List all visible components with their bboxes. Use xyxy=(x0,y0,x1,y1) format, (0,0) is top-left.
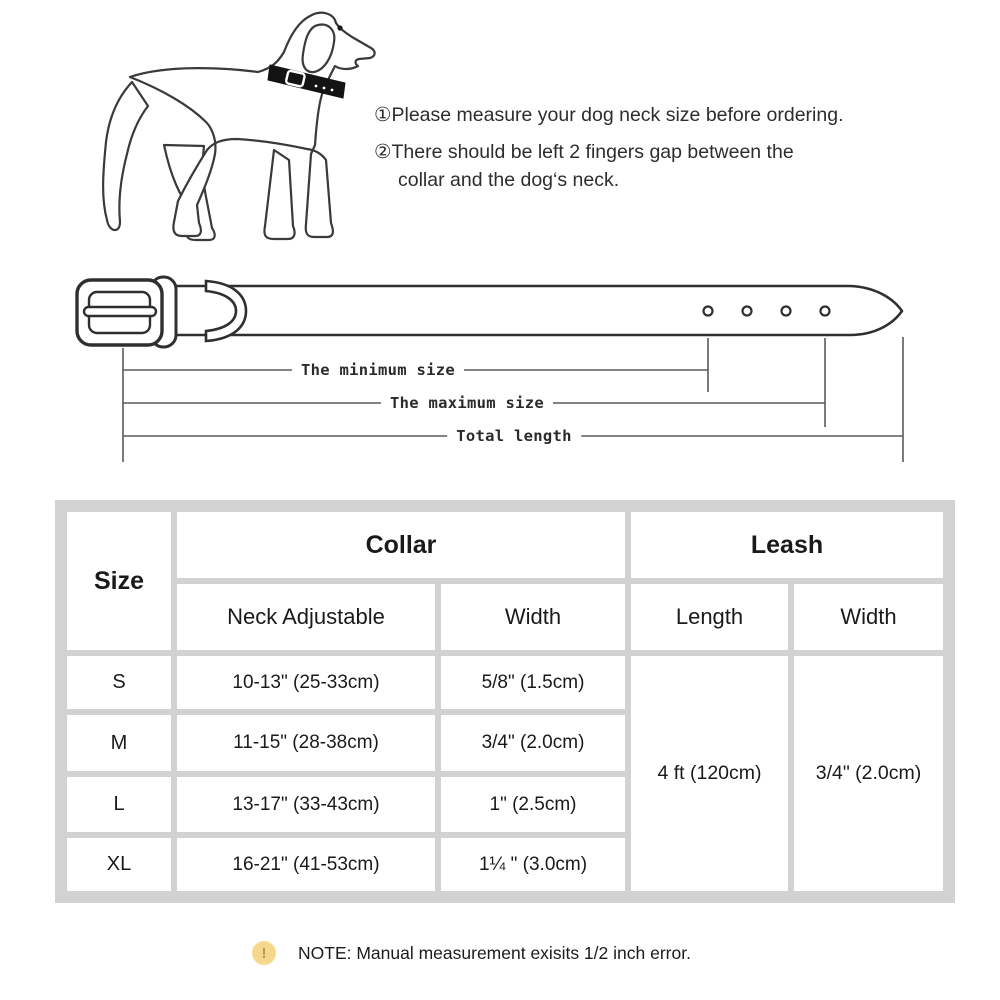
row-m-size: M xyxy=(67,715,171,771)
exclamation-icon: ! xyxy=(252,941,276,965)
table-header-collar-width: Width xyxy=(441,584,625,650)
collar-buckle-prong xyxy=(84,307,156,316)
label-total-length: Total length xyxy=(447,427,581,445)
row-m-neck: 11-15" (28-38cm) xyxy=(177,715,435,771)
table-header-neck-adjustable: Neck Adjustable xyxy=(177,584,435,650)
row-l-width: 1" (2.5cm) xyxy=(441,777,625,832)
table-header-collar: Collar xyxy=(177,512,625,578)
collar-measurement-diagram xyxy=(0,0,1000,480)
instruction-line-3: collar and the dog‘s neck. xyxy=(398,169,620,191)
leash-length-value: 4 ft (120cm) xyxy=(631,656,788,891)
leash-width-value: 3/4" (2.0cm) xyxy=(794,656,943,891)
table-header-leash: Leash xyxy=(631,512,943,578)
collar-strap xyxy=(170,286,902,335)
row-s-size: S xyxy=(67,656,171,709)
instruction-line-2: ②There should be left 2 fingers gap between the xyxy=(374,141,794,163)
row-xl-neck: 16-21" (41-53cm) xyxy=(177,838,435,891)
row-m-width: 3/4" (2.0cm) xyxy=(441,715,625,771)
measurement-note xyxy=(252,941,691,965)
instruction-line-1: ①Please measure your dog neck size before ordering. xyxy=(374,104,844,126)
note-text: NOTE: Manual measurement exisits 1/2 inch error. xyxy=(298,942,691,963)
row-l-size: L xyxy=(67,777,171,832)
table-header-size: Size xyxy=(67,512,171,650)
table-header-leash-length: Length xyxy=(631,584,788,650)
row-xl-width: 1¼ " (3.0cm) xyxy=(441,838,625,891)
label-minimum-size: The minimum size xyxy=(292,361,464,379)
table-header-leash-width: Width xyxy=(794,584,943,650)
row-s-width: 5/8" (1.5cm) xyxy=(441,656,625,709)
sizing-table xyxy=(55,500,955,903)
label-maximum-size: The maximum size xyxy=(381,394,553,412)
row-s-neck: 10-13" (25-33cm) xyxy=(177,656,435,709)
row-xl-size: XL xyxy=(67,838,171,891)
row-l-neck: 13-17" (33-43cm) xyxy=(177,777,435,832)
